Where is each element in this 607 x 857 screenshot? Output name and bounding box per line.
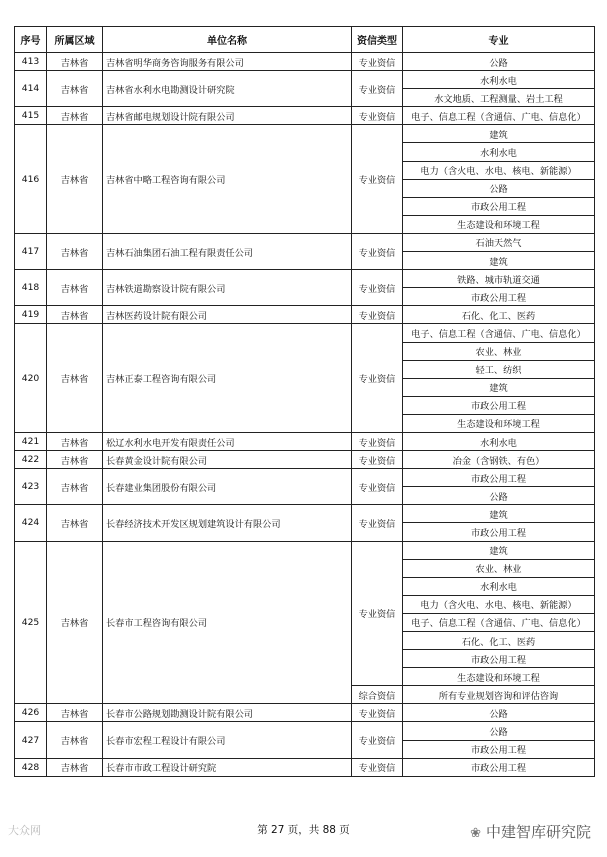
table-row [15,505,595,523]
cell-specialty: 建筑 [403,541,595,559]
table-row [15,233,595,251]
cell-seq: 427 [15,722,47,758]
header-seq: 序号 [15,27,47,53]
cell-qual-type: 专业资信 [352,505,403,541]
cell-qual-type: 专业资信 [352,432,403,450]
cell-specialty: 所有专业规划咨询和评估咨询 [403,686,595,704]
cell-specialty: 市政公用工程 [403,469,595,487]
cell-specialty: 轻工、纺织 [403,360,595,378]
cell-seq: 414 [15,71,47,107]
cell-region: 吉林省 [47,758,103,776]
cell-specialty: 石化、化工、医药 [403,632,595,650]
table-header-row [15,27,595,53]
table-row [15,306,595,324]
cell-specialty: 水利水电 [403,432,595,450]
cell-unit: 长春市市政工程设计研究院 [103,758,352,776]
table-row [15,541,595,559]
cell-unit: 吉林省中略工程咨询有限公司 [103,125,352,234]
cell-specialty: 公路 [403,704,595,722]
table-row [15,704,595,722]
cell-specialty: 水利水电 [403,71,595,89]
qualification-table [14,26,595,777]
cell-seq: 415 [15,107,47,125]
wechat-icon: ❀ [470,826,481,841]
header-specialty: 专业 [403,27,595,53]
table-row [15,107,595,125]
page-number: 第 27 页，共 88 页 [257,824,350,836]
cell-specialty: 市政公用工程 [403,523,595,541]
cell-specialty: 农业、林业 [403,342,595,360]
cell-specialty: 铁路、城市轨道交通 [403,270,595,288]
table-row [15,722,595,740]
table-row [15,469,595,487]
cell-specialty: 水文地质、工程测量、岩土工程 [403,89,595,107]
cell-specialty: 生态建设和环境工程 [403,215,595,233]
cell-specialty: 农业、林业 [403,559,595,577]
cell-specialty: 建筑 [403,378,595,396]
cell-unit: 松辽水利水电开发有限责任公司 [103,432,352,450]
watermark-right [470,821,591,842]
cell-unit: 长春建业集团股份有限公司 [103,469,352,505]
cell-unit: 长春市宏程工程设计有限公司 [103,722,352,758]
cell-qual-type: 专业资信 [352,451,403,469]
cell-unit: 吉林省明华商务咨询服务有限公司 [103,53,352,71]
cell-region: 吉林省 [47,306,103,324]
cell-specialty: 公路 [403,53,595,71]
header-region: 所属区域 [47,27,103,53]
cell-qual-type: 综合资信 [352,686,403,704]
cell-unit: 吉林省邮电规划设计院有限公司 [103,107,352,125]
cell-region: 吉林省 [47,469,103,505]
cell-seq: 416 [15,125,47,234]
cell-region: 吉林省 [47,125,103,234]
cell-region: 吉林省 [47,107,103,125]
cell-region: 吉林省 [47,233,103,269]
cell-qual-type: 专业资信 [352,469,403,505]
cell-specialty: 生态建设和环境工程 [403,668,595,686]
cell-unit: 长春市公路规划勘测设计院有限公司 [103,704,352,722]
table-row [15,270,595,288]
cell-region: 吉林省 [47,432,103,450]
cell-qual-type: 专业资信 [352,71,403,107]
cell-specialty: 电力（含火电、水电、核电、新能源） [403,595,595,613]
cell-seq: 420 [15,324,47,433]
cell-unit: 吉林铁道勘察设计院有限公司 [103,270,352,306]
cell-qual-type: 专业资信 [352,270,403,306]
cell-unit: 吉林医药设计院有限公司 [103,306,352,324]
cell-specialty: 市政公用工程 [403,740,595,758]
table-row [15,451,595,469]
header-qual-type: 资信类型 [352,27,403,53]
cell-seq: 425 [15,541,47,704]
cell-region: 吉林省 [47,53,103,71]
cell-specialty: 公路 [403,722,595,740]
cell-seq: 424 [15,505,47,541]
cell-specialty: 冶金（含钢铁、有色） [403,451,595,469]
cell-unit: 长春黄金设计院有限公司 [103,451,352,469]
cell-specialty: 市政公用工程 [403,396,595,414]
cell-qual-type: 专业资信 [352,125,403,234]
watermark-right-text: 中建智库研究院 [485,823,591,841]
watermark-left: 大众网 [8,824,41,837]
cell-region: 吉林省 [47,505,103,541]
cell-specialty: 市政公用工程 [403,288,595,306]
cell-unit: 吉林省水利水电勘测设计研究院 [103,71,352,107]
table-row [15,432,595,450]
cell-specialty: 公路 [403,487,595,505]
cell-qual-type: 专业资信 [352,53,403,71]
cell-specialty: 公路 [403,179,595,197]
cell-seq: 422 [15,451,47,469]
cell-seq: 417 [15,233,47,269]
cell-specialty: 建筑 [403,505,595,523]
cell-qual-type: 专业资信 [352,722,403,758]
table-row [15,71,595,89]
table-row [15,53,595,71]
cell-region: 吉林省 [47,451,103,469]
cell-specialty: 石化、化工、医药 [403,306,595,324]
cell-unit: 吉林石油集团石油工程有限责任公司 [103,233,352,269]
cell-region: 吉林省 [47,541,103,704]
table-row [15,324,595,342]
table-row [15,758,595,776]
cell-region: 吉林省 [47,324,103,433]
cell-unit: 吉林正泰工程咨询有限公司 [103,324,352,433]
cell-specialty: 水利水电 [403,577,595,595]
cell-qual-type: 专业资信 [352,107,403,125]
cell-qual-type: 专业资信 [352,704,403,722]
cell-qual-type: 专业资信 [352,306,403,324]
table-body [15,53,595,777]
cell-specialty: 市政公用工程 [403,758,595,776]
cell-specialty: 生态建设和环境工程 [403,414,595,432]
cell-specialty: 电子、信息工程（含通信、广电、信息化） [403,324,595,342]
cell-seq: 428 [15,758,47,776]
cell-specialty: 石油天然气 [403,233,595,251]
cell-seq: 426 [15,704,47,722]
cell-seq: 413 [15,53,47,71]
cell-specialty: 电子、信息工程（含通信、广电、信息化） [403,107,595,125]
cell-region: 吉林省 [47,270,103,306]
cell-specialty: 电子、信息工程（含通信、广电、信息化） [403,613,595,631]
cell-qual-type: 专业资信 [352,758,403,776]
cell-seq: 423 [15,469,47,505]
cell-unit: 长春市工程咨询有限公司 [103,541,352,704]
cell-qual-type: 专业资信 [352,541,403,686]
cell-region: 吉林省 [47,704,103,722]
cell-specialty: 市政公用工程 [403,197,595,215]
cell-seq: 419 [15,306,47,324]
table-row [15,125,595,143]
cell-unit: 长春经济技术开发区规划建筑设计有限公司 [103,505,352,541]
cell-qual-type: 专业资信 [352,233,403,269]
cell-qual-type: 专业资信 [352,324,403,433]
cell-specialty: 建筑 [403,252,595,270]
cell-region: 吉林省 [47,722,103,758]
cell-region: 吉林省 [47,71,103,107]
cell-seq: 418 [15,270,47,306]
header-unit: 单位名称 [103,27,352,53]
cell-specialty: 水利水电 [403,143,595,161]
cell-specialty: 建筑 [403,125,595,143]
cell-seq: 421 [15,432,47,450]
cell-specialty: 市政公用工程 [403,650,595,668]
cell-specialty: 电力（含火电、水电、核电、新能源） [403,161,595,179]
